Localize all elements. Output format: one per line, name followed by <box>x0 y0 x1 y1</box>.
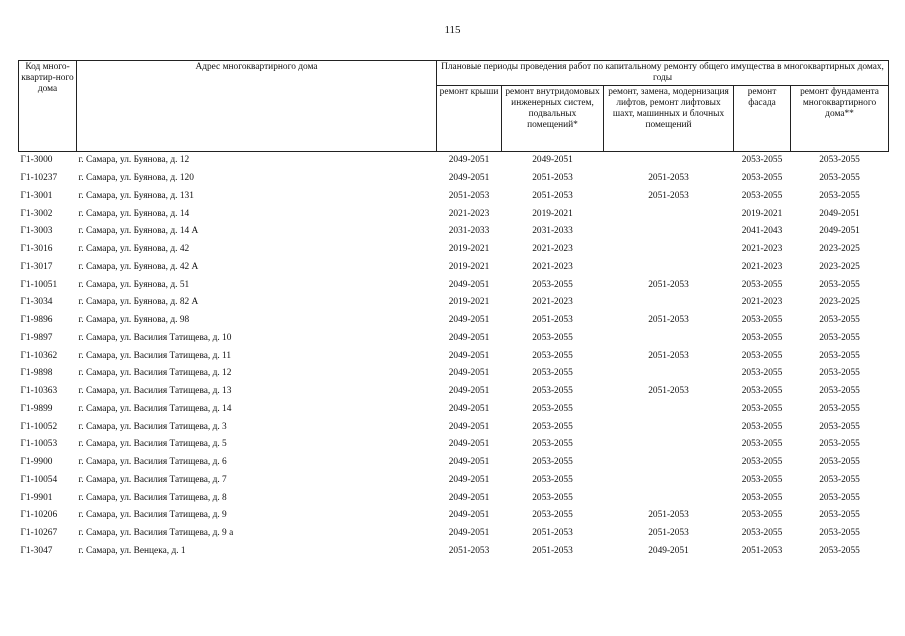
cell-foundation: 2053-2055 <box>819 315 860 326</box>
cell-address: г. Самара, ул. Буянова, д. 14 <box>78 208 190 219</box>
header-lifts: ремонт, замена, модернизация лифтов, ремонт лифтовых шахт, машинных и блочных помещений <box>604 86 734 152</box>
cell-lifts: 2049-2051 <box>648 545 689 556</box>
cell-lifts: 2051-2053 <box>648 386 689 397</box>
cell-roof: 2049-2051 <box>448 155 490 166</box>
cell-lifts: 2051-2053 <box>648 315 689 326</box>
table-row <box>19 436 889 454</box>
cell-address: г. Самара, ул. Василия Татищева, д. 5 <box>78 439 227 450</box>
cell-foundation: 2023-2025 <box>819 244 860 255</box>
cell-foundation: 2023-2025 <box>819 297 860 308</box>
cell-roof: 2049-2051 <box>448 403 490 414</box>
cell-facade: 2053-2055 <box>741 510 783 521</box>
table-row <box>19 543 889 561</box>
cell-facade: 2053-2055 <box>741 190 783 201</box>
cell-foundation: 2053-2055 <box>819 528 860 539</box>
table-row <box>19 294 889 312</box>
cell-code: Г1-9896 <box>20 315 53 326</box>
cell-code: Г1-10052 <box>20 421 58 432</box>
cell-roof: 2049-2051 <box>448 439 490 450</box>
cell-address: г. Самара, ул. Василия Татищева, д. 13 <box>78 386 232 397</box>
cell-code: Г1-3017 <box>20 261 53 272</box>
cell-foundation: 2053-2055 <box>819 510 860 521</box>
cell-lifts <box>604 454 734 472</box>
cell-facade: 2053-2055 <box>741 368 783 379</box>
cell-foundation: 2053-2055 <box>819 457 860 468</box>
cell-facade: 2021-2023 <box>741 261 783 272</box>
cell-systems: 2019-2021 <box>532 208 573 219</box>
cell-roof: 2049-2051 <box>448 173 490 184</box>
cell-roof: 2049-2051 <box>448 474 490 485</box>
cell-lifts <box>604 241 734 259</box>
table-row <box>19 312 889 330</box>
cell-roof: 2049-2051 <box>448 528 490 539</box>
cell-roof: 2031-2033 <box>448 226 490 237</box>
cell-foundation: 2053-2055 <box>819 368 860 379</box>
cell-lifts <box>604 152 734 170</box>
cell-lifts: 2051-2053 <box>648 528 689 539</box>
cell-facade: 2051-2053 <box>741 545 783 556</box>
cell-systems: 2053-2055 <box>532 492 573 503</box>
cell-address: г. Самара, ул. Буянова, д. 51 <box>78 279 190 290</box>
table-row <box>19 418 889 436</box>
cell-address: г. Самара, ул. Буянова, д. 14 А <box>78 226 199 237</box>
cell-code: Г1-3002 <box>20 208 53 219</box>
cell-roof: 2019-2021 <box>448 261 490 272</box>
cell-lifts: 2051-2053 <box>648 279 689 290</box>
cell-roof: 2049-2051 <box>448 421 490 432</box>
cell-facade: 2053-2055 <box>741 457 783 468</box>
cell-lifts: 2051-2053 <box>648 190 689 201</box>
cell-lifts <box>604 401 734 419</box>
header-group: Плановые периоды проведения работ по капитальному ремонту общего имущества в многоквартирных домах, годы <box>437 61 889 86</box>
cell-code: Г1-9901 <box>20 492 53 503</box>
cell-roof: 2049-2051 <box>448 332 490 343</box>
cell-code: Г1-10053 <box>20 439 58 450</box>
cell-facade: 2053-2055 <box>741 474 783 485</box>
cell-foundation: 2049-2051 <box>819 208 860 219</box>
cell-address: г. Самара, ул. Василия Татищева, д. 11 <box>78 350 232 361</box>
cell-code: Г1-3016 <box>20 244 53 255</box>
cell-facade: 2019-2021 <box>741 208 783 219</box>
cell-systems: 2053-2055 <box>532 439 573 450</box>
cell-lifts <box>604 365 734 383</box>
cell-facade: 2053-2055 <box>741 279 783 290</box>
cell-code: Г1-10051 <box>20 279 58 290</box>
cell-code: Г1-9899 <box>20 403 53 414</box>
table-row <box>19 259 889 277</box>
cell-systems: 2021-2023 <box>532 297 573 308</box>
header-facade: ремонт фасада <box>734 86 791 152</box>
cell-lifts <box>604 436 734 454</box>
cell-roof: 2019-2021 <box>448 297 490 308</box>
cell-address: г. Самара, ул. Василия Татищева, д. 9 <box>78 510 227 521</box>
cell-roof: 2049-2051 <box>448 492 490 503</box>
cell-roof: 2049-2051 <box>448 279 490 290</box>
cell-code: Г1-3000 <box>20 155 53 166</box>
cell-facade: 2041-2043 <box>741 226 783 237</box>
cell-address: г. Самара, ул. Василия Татищева, д. 9 а <box>78 528 234 539</box>
cell-code: Г1-10363 <box>20 386 58 397</box>
cell-address: г. Самара, ул. Буянова, д. 42 А <box>78 261 199 272</box>
cell-systems: 2053-2055 <box>532 457 573 468</box>
capital-repair-table <box>18 60 889 560</box>
table-row <box>19 205 889 223</box>
cell-roof: 2049-2051 <box>448 315 490 326</box>
cell-roof: 2019-2021 <box>448 244 490 255</box>
table-row <box>19 365 889 383</box>
cell-lifts <box>604 223 734 241</box>
cell-address: г. Самара, ул. Буянова, д. 98 <box>78 315 190 326</box>
table-row <box>19 525 889 543</box>
cell-lifts <box>604 330 734 348</box>
cell-roof: 2049-2051 <box>448 368 490 379</box>
cell-foundation: 2023-2025 <box>819 261 860 272</box>
cell-systems: 2051-2053 <box>532 190 573 201</box>
cell-facade: 2021-2023 <box>741 297 783 308</box>
cell-code: Г1-10237 <box>20 173 58 184</box>
cell-systems: 2053-2055 <box>532 386 573 397</box>
cell-address: г. Самара, ул. Василия Татищева, д. 7 <box>78 474 227 485</box>
cell-roof: 2049-2051 <box>448 350 490 361</box>
header-code: Код много-квартир-ного дома <box>19 61 77 152</box>
cell-foundation: 2053-2055 <box>819 403 860 414</box>
table-row <box>19 152 889 170</box>
cell-foundation: 2053-2055 <box>819 474 860 485</box>
cell-code: Г1-3047 <box>20 545 53 556</box>
cell-lifts: 2051-2053 <box>648 350 689 361</box>
table-row <box>19 489 889 507</box>
cell-systems: 2053-2055 <box>532 332 573 343</box>
cell-address: г. Самара, ул. Буянова, д. 120 <box>78 173 194 184</box>
cell-foundation: 2049-2051 <box>819 226 860 237</box>
cell-facade: 2053-2055 <box>741 403 783 414</box>
cell-foundation: 2053-2055 <box>819 386 860 397</box>
cell-address: г. Самара, ул. Василия Татищева, д. 14 <box>78 403 232 414</box>
cell-address: г. Самара, ул. Василия Татищева, д. 3 <box>78 421 227 432</box>
cell-foundation: 2053-2055 <box>819 492 860 503</box>
cell-systems: 2053-2055 <box>532 510 573 521</box>
cell-facade: 2053-2055 <box>741 528 783 539</box>
cell-code: Г1-9900 <box>20 457 53 468</box>
cell-facade: 2053-2055 <box>741 155 783 166</box>
table-row <box>19 454 889 472</box>
cell-facade: 2053-2055 <box>741 332 783 343</box>
cell-lifts <box>604 259 734 277</box>
cell-systems: 2053-2055 <box>532 474 573 485</box>
cell-facade: 2053-2055 <box>741 386 783 397</box>
cell-facade: 2053-2055 <box>741 421 783 432</box>
cell-address: г. Самара, ул. Буянова, д. 82 А <box>78 297 199 308</box>
cell-address: г. Самара, ул. Венцека, д. 1 <box>78 545 186 556</box>
cell-roof: 2021-2023 <box>448 208 490 219</box>
cell-systems: 2053-2055 <box>532 368 573 379</box>
header-address: Адрес многоквартирного дома <box>77 61 437 152</box>
cell-systems: 2051-2053 <box>532 528 573 539</box>
cell-address: г. Самара, ул. Василия Татищева, д. 6 <box>78 457 227 468</box>
header-foundation: ремонт фундамента многоквартирного дома** <box>791 86 889 152</box>
table-row <box>19 401 889 419</box>
cell-foundation: 2053-2055 <box>819 155 860 166</box>
cell-systems: 2049-2051 <box>532 155 573 166</box>
cell-code: Г1-10206 <box>20 510 58 521</box>
cell-lifts: 2051-2053 <box>648 510 689 521</box>
cell-facade: 2053-2055 <box>741 315 783 326</box>
cell-code: Г1-10267 <box>20 528 58 539</box>
cell-roof: 2049-2051 <box>448 386 490 397</box>
table-row <box>19 507 889 525</box>
header-row-top <box>19 61 889 86</box>
table-row <box>19 276 889 294</box>
cell-code: Г1-3003 <box>20 226 53 237</box>
cell-roof: 2051-2053 <box>448 545 490 556</box>
table-row <box>19 347 889 365</box>
cell-facade: 2053-2055 <box>741 492 783 503</box>
cell-code: Г1-9897 <box>20 332 53 343</box>
cell-roof: 2049-2051 <box>448 510 490 521</box>
cell-systems: 2051-2053 <box>532 315 573 326</box>
cell-foundation: 2053-2055 <box>819 279 860 290</box>
cell-address: г. Самара, ул. Василия Татищева, д. 8 <box>78 492 227 503</box>
cell-systems: 2021-2023 <box>532 244 573 255</box>
cell-foundation: 2053-2055 <box>819 190 860 201</box>
table-row <box>19 330 889 348</box>
cell-facade: 2053-2055 <box>741 350 783 361</box>
table-row <box>19 170 889 188</box>
cell-lifts <box>604 489 734 507</box>
cell-systems: 2053-2055 <box>532 421 573 432</box>
cell-lifts <box>604 418 734 436</box>
cell-foundation: 2053-2055 <box>819 332 860 343</box>
table-body <box>19 152 889 561</box>
cell-address: г. Самара, ул. Буянова, д. 131 <box>78 190 194 201</box>
cell-foundation: 2053-2055 <box>819 421 860 432</box>
cell-systems: 2021-2023 <box>532 261 573 272</box>
cell-facade: 2021-2023 <box>741 244 783 255</box>
cell-facade: 2053-2055 <box>741 439 783 450</box>
cell-code: Г1-3034 <box>20 297 53 308</box>
table-row <box>19 472 889 490</box>
header-roof: ремонт крыши <box>437 86 502 152</box>
cell-address: г. Самара, ул. Буянова, д. 42 <box>78 244 190 255</box>
cell-systems: 2053-2055 <box>532 279 573 290</box>
cell-lifts: 2051-2053 <box>648 173 689 184</box>
cell-systems: 2051-2053 <box>532 173 573 184</box>
table-row <box>19 383 889 401</box>
cell-roof: 2051-2053 <box>448 190 490 201</box>
table-row <box>19 241 889 259</box>
cell-address: г. Самара, ул. Буянова, д. 12 <box>78 155 190 166</box>
cell-systems: 2053-2055 <box>532 403 573 414</box>
page-number: 115 <box>444 24 461 36</box>
cell-systems: 2053-2055 <box>532 350 573 361</box>
cell-code: Г1-3001 <box>20 190 53 201</box>
cell-code: Г1-9898 <box>20 368 53 379</box>
cell-address: г. Самара, ул. Василия Татищева, д. 10 <box>78 332 232 343</box>
cell-roof: 2049-2051 <box>448 457 490 468</box>
cell-foundation: 2053-2055 <box>819 173 860 184</box>
header-systems: ремонт внутридомовых инженерных систем, подвальных помещений* <box>502 86 604 152</box>
cell-foundation: 2053-2055 <box>819 439 860 450</box>
cell-systems: 2031-2033 <box>532 226 573 237</box>
cell-systems: 2051-2053 <box>532 545 573 556</box>
cell-facade: 2053-2055 <box>741 173 783 184</box>
cell-address: г. Самара, ул. Василия Татищева, д. 12 <box>78 368 232 379</box>
table-row <box>19 223 889 241</box>
cell-lifts <box>604 205 734 223</box>
cell-code: Г1-10054 <box>20 474 58 485</box>
cell-foundation: 2053-2055 <box>819 350 860 361</box>
cell-lifts <box>604 294 734 312</box>
table-row <box>19 188 889 206</box>
cell-lifts <box>604 472 734 490</box>
cell-foundation: 2053-2055 <box>819 545 860 556</box>
cell-code: Г1-10362 <box>20 350 58 361</box>
